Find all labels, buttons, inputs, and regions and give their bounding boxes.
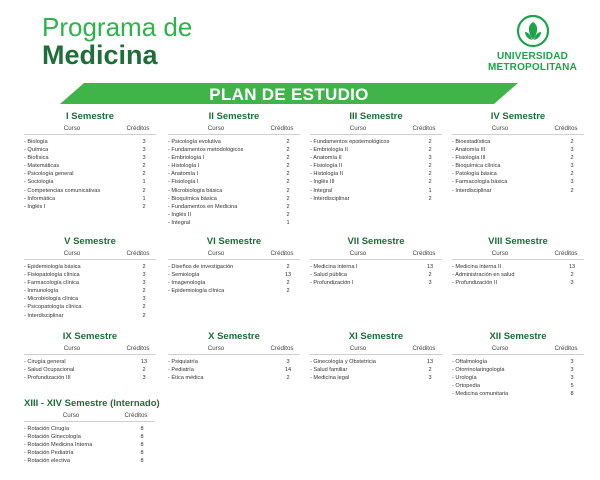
- course-row: [452, 170, 584, 178]
- course-credits: 1: [142, 179, 146, 186]
- course-list: [24, 263, 156, 320]
- course-credits: 13: [426, 264, 434, 270]
- course-name: - Embriología I: [168, 155, 205, 162]
- course-name: - Oftalmología: [452, 359, 488, 365]
- course-credits: 2: [286, 179, 290, 186]
- semester-block: [452, 331, 584, 398]
- course-credits: 13: [426, 359, 434, 365]
- course-row: [310, 263, 442, 271]
- course-row: [24, 263, 156, 271]
- course-row: [24, 146, 156, 154]
- course-row: [310, 178, 442, 186]
- course-name: - Otorrinolaringología: [452, 367, 505, 374]
- course-credits: 1: [286, 219, 290, 226]
- course-credits: 2: [142, 288, 146, 295]
- column-header-credits: Créditos: [124, 412, 148, 419]
- course-name: - Ginecología y Obstetricia: [310, 359, 376, 365]
- column-header-course: Curso: [63, 345, 81, 352]
- course-list: [452, 358, 584, 398]
- course-list: [168, 263, 300, 295]
- course-credits: 3: [142, 272, 146, 279]
- course-name: - Histología I: [168, 163, 200, 170]
- course-credits: 3: [570, 163, 574, 170]
- course-name: - Ética médica: [168, 375, 204, 382]
- course-row: [452, 271, 584, 279]
- course-name: - Fisiología I: [168, 179, 199, 186]
- course-row: [452, 154, 584, 162]
- course-credits: 3: [428, 280, 432, 287]
- course-list: [310, 263, 442, 287]
- course-row: [24, 138, 156, 146]
- course-name: - Medicina interna I: [310, 264, 358, 270]
- course-name: - Medicina comunitaria: [452, 391, 509, 398]
- course-name: - Biofísica: [24, 155, 49, 162]
- course-row: [24, 295, 156, 303]
- course-credits: 2: [142, 203, 146, 210]
- course-credits: 2: [286, 187, 290, 194]
- column-header-credits: Créditos: [126, 345, 150, 352]
- course-name: - Profundización III: [24, 375, 71, 382]
- semester-table-header: [310, 345, 442, 355]
- course-credits: 1: [142, 195, 146, 202]
- course-row: [24, 457, 154, 465]
- semester-block: [168, 236, 300, 295]
- course-credits: 2: [428, 272, 432, 279]
- course-name: - Embriología II: [310, 147, 348, 154]
- course-credits: 3: [570, 147, 574, 154]
- semester-title: V Semestre: [64, 236, 116, 247]
- course-row: [310, 138, 442, 146]
- course-credits: 2: [428, 195, 432, 202]
- course-row: [168, 279, 300, 287]
- course-credits: 2: [286, 280, 290, 287]
- course-credits: 3: [142, 147, 146, 154]
- course-row: [310, 162, 442, 170]
- semester-block: [452, 111, 584, 195]
- course-credits: 3: [570, 375, 574, 382]
- course-row: [310, 154, 442, 162]
- course-row: [452, 374, 584, 382]
- course-row: [24, 162, 156, 170]
- course-row: [452, 366, 584, 374]
- course-name: - Bioquímica clínica: [452, 163, 501, 170]
- course-row: [24, 170, 156, 178]
- course-name: - Rotación Cirugía: [24, 426, 70, 432]
- semester-table-header: [452, 125, 584, 135]
- course-credits: 3: [142, 375, 146, 382]
- program-title: Medicina: [42, 40, 158, 70]
- course-name: - Inglés III: [310, 179, 335, 186]
- course-name: - Fundamentos metodológicos: [168, 147, 244, 154]
- university-logo: [480, 14, 585, 73]
- course-list: [310, 358, 442, 382]
- course-name: - Psicología evolutiva: [168, 139, 221, 145]
- course-name: - Rotación Pediatría: [24, 450, 74, 457]
- course-name: - Fisiopatología clínica: [24, 272, 80, 279]
- semester-title: XIII - XIV Semestre (Internado): [24, 398, 160, 409]
- course-list: [24, 425, 154, 465]
- semester-title: IV Semestre: [490, 111, 546, 122]
- semester-title: IX Semestre: [62, 331, 118, 342]
- course-credits: 13: [568, 264, 576, 270]
- course-credits: 3: [570, 359, 574, 365]
- course-name: - Anatomía II: [310, 155, 342, 162]
- course-row: [24, 203, 156, 211]
- semester-table-header: [168, 125, 300, 135]
- column-header-course: Curso: [63, 250, 81, 257]
- course-row: [310, 358, 442, 366]
- leaf-circle-icon: [516, 14, 550, 48]
- course-row: [168, 187, 300, 195]
- course-credits: 3: [428, 375, 432, 382]
- course-name: - Integral: [168, 219, 191, 226]
- course-row: [24, 279, 156, 287]
- semester-block: [24, 331, 156, 382]
- course-credits: 2: [142, 264, 146, 270]
- course-row: [310, 187, 442, 195]
- course-name: - Urología: [452, 375, 477, 382]
- course-row: [452, 146, 584, 154]
- course-row: [168, 138, 300, 146]
- column-header-course: Curso: [349, 250, 367, 257]
- course-list: [452, 263, 584, 287]
- course-credits: 3: [142, 296, 146, 303]
- course-name: - Patología básica: [452, 171, 497, 178]
- course-name: - Fundamentos epistemológicos: [310, 139, 390, 145]
- semester-title: XII Semestre: [489, 331, 547, 342]
- course-credits: 2: [428, 179, 432, 186]
- semester-block: [310, 111, 442, 203]
- column-header-credits: Créditos: [270, 125, 294, 132]
- plan-banner: [60, 83, 518, 104]
- course-row: [24, 312, 156, 320]
- course-row: [168, 219, 300, 227]
- course-credits: 13: [140, 359, 148, 365]
- course-name: - Psicopatología clínica: [24, 304, 82, 311]
- course-row: [168, 146, 300, 154]
- course-name: - Anatomía III: [452, 147, 486, 154]
- column-header-course: Curso: [62, 412, 80, 419]
- course-credits: 3: [570, 367, 574, 374]
- course-name: - Salud familiar: [310, 367, 348, 374]
- course-credits: 2: [142, 312, 146, 319]
- course-credits: 2: [286, 163, 290, 170]
- course-credits: 3: [570, 179, 574, 186]
- course-credits: 8: [140, 426, 144, 432]
- course-row: [24, 366, 156, 374]
- course-name: - Interdisciplinar: [24, 312, 64, 319]
- course-credits: 2: [570, 272, 574, 279]
- course-name: - Epidemiología básica: [24, 264, 81, 270]
- course-credits: 2: [286, 195, 290, 202]
- column-header-course: Curso: [491, 250, 509, 257]
- course-credits: 2: [286, 288, 290, 295]
- course-name: - Salud Ocupacional: [24, 367, 75, 374]
- column-header-credits: Créditos: [412, 345, 436, 352]
- course-name: - Competencias comunicativas: [24, 187, 101, 194]
- course-row: [310, 366, 442, 374]
- logo-line-2: METROPOLITANA: [487, 62, 578, 73]
- course-name: - Inglés II: [168, 211, 192, 218]
- course-row: [310, 374, 442, 382]
- course-row: [24, 449, 154, 457]
- course-name: - Cirugía general: [24, 359, 66, 365]
- course-name: - Química: [24, 147, 49, 154]
- semester-block: [168, 111, 300, 227]
- course-name: - Imagenología: [168, 280, 206, 287]
- course-list: [168, 138, 300, 227]
- course-credits: 2: [286, 375, 290, 382]
- course-credits: 8: [140, 442, 144, 449]
- column-header-credits: Créditos: [554, 345, 578, 352]
- course-credits: 3: [286, 359, 290, 365]
- column-header-credits: Créditos: [412, 125, 436, 132]
- course-credits: 2: [142, 304, 146, 311]
- course-credits: 1: [428, 187, 432, 194]
- logo-line-1: UNIVERSIDAD: [496, 51, 569, 62]
- course-row: [452, 279, 584, 287]
- course-credits: 2: [286, 171, 290, 178]
- course-row: [452, 382, 584, 390]
- course-name: - Microbiología básica: [168, 187, 223, 194]
- semester-block: [168, 331, 300, 382]
- course-row: [452, 187, 584, 195]
- course-credits: 3: [570, 280, 574, 287]
- course-credits: 2: [428, 171, 432, 178]
- course-credits: 2: [142, 171, 146, 178]
- course-credits: 13: [284, 272, 292, 279]
- course-name: - Fisiología III: [452, 155, 486, 162]
- course-credits: 2: [428, 163, 432, 170]
- semester-table-header: [168, 250, 300, 260]
- course-credits: 3: [142, 139, 146, 145]
- course-credits: 2: [286, 155, 290, 162]
- course-row: [24, 271, 156, 279]
- course-name: - Integral: [310, 187, 333, 194]
- course-name: - Fundamentos en Medicina: [168, 203, 238, 210]
- course-row: [24, 433, 154, 441]
- course-row: [452, 390, 584, 398]
- course-credits: 2: [428, 147, 432, 154]
- course-name: - Psicología general: [24, 171, 74, 178]
- course-name: - Microbiología clínica: [24, 296, 79, 303]
- course-credits: 2: [286, 203, 290, 210]
- course-credits: 2: [570, 171, 574, 178]
- course-credits: 2: [142, 163, 146, 170]
- semester-table-header: [24, 250, 156, 260]
- course-name: - Bioestadística: [452, 139, 491, 145]
- course-row: [168, 154, 300, 162]
- semester-title: I Semestre: [65, 111, 115, 122]
- course-row: [168, 203, 300, 211]
- course-credits: 2: [570, 187, 574, 194]
- course-row: [452, 358, 584, 366]
- course-list: [310, 138, 442, 203]
- course-name: - Rotación Medicina Interna: [24, 442, 93, 449]
- semester-block: [452, 236, 584, 287]
- column-header-credits: Créditos: [126, 125, 150, 132]
- semester-block: [24, 398, 160, 465]
- column-header-credits: Créditos: [270, 345, 294, 352]
- course-row: [24, 178, 156, 186]
- course-credits: 2: [570, 155, 574, 162]
- course-name: - Pediatría: [168, 367, 194, 374]
- course-list: [452, 138, 584, 195]
- semester-table-header: [168, 345, 300, 355]
- course-credits: 2: [286, 264, 290, 270]
- course-row: [452, 263, 584, 271]
- course-row: [24, 154, 156, 162]
- course-credits: 2: [286, 147, 290, 154]
- course-credits: 14: [284, 367, 292, 374]
- course-row: [24, 358, 156, 366]
- course-row: [310, 271, 442, 279]
- course-name: - Epidemiología clínica: [168, 288, 225, 295]
- course-credits: 3: [142, 155, 146, 162]
- course-name: - Biología: [24, 139, 48, 145]
- course-row: [168, 263, 300, 271]
- semester-table-header: [452, 345, 584, 355]
- course-row: [24, 374, 156, 382]
- course-credits: 2: [286, 139, 290, 145]
- course-row: [24, 195, 156, 203]
- semester-title: X Semestre: [208, 331, 260, 342]
- semester-title: III Semestre: [349, 111, 403, 122]
- course-credits: 8: [140, 450, 144, 457]
- plan-banner-title: PLAN DE ESTUDIO: [209, 85, 369, 104]
- course-credits: 2: [428, 367, 432, 374]
- course-credits: 5: [570, 383, 574, 390]
- course-credits: 8: [140, 458, 144, 465]
- course-name: - Farmacología clínica: [24, 280, 80, 287]
- semester-title: VIII Semestre: [488, 236, 548, 247]
- course-row: [168, 211, 300, 219]
- semester-table-header: [310, 250, 442, 260]
- course-name: - Matemáticas: [24, 163, 60, 170]
- course-row: [168, 366, 300, 374]
- course-row: [310, 170, 442, 178]
- course-name: - Profundización I: [310, 280, 354, 287]
- course-row: [452, 162, 584, 170]
- course-credits: 3: [142, 280, 146, 287]
- course-list: [24, 358, 156, 382]
- course-row: [168, 287, 300, 295]
- column-header-credits: Créditos: [270, 250, 294, 257]
- course-row: [24, 187, 156, 195]
- column-header-course: Curso: [491, 345, 509, 352]
- course-name: - Medicina legal: [310, 375, 350, 382]
- column-header-course: Curso: [207, 250, 225, 257]
- course-name: - Profundización II: [452, 280, 498, 287]
- course-credits: 8: [570, 391, 574, 398]
- course-name: - Inglés I: [24, 203, 46, 210]
- column-header-credits: Créditos: [126, 250, 150, 257]
- course-name: - Rotación Ginecología: [24, 434, 81, 441]
- course-row: [168, 358, 300, 366]
- semester-table-header: [24, 345, 156, 355]
- course-row: [452, 138, 584, 146]
- course-credits: 2: [570, 139, 574, 145]
- column-header-course: Curso: [349, 125, 367, 132]
- course-row: [168, 162, 300, 170]
- course-name: - Inmunología: [24, 288, 59, 295]
- semester-block: [24, 236, 156, 320]
- column-header-course: Curso: [207, 345, 225, 352]
- course-row: [168, 271, 300, 279]
- course-name: - Psiquiatría: [168, 359, 198, 365]
- semester-title: VII Semestre: [347, 236, 405, 247]
- semester-table-header: [310, 125, 442, 135]
- course-name: - Medicina interna II: [452, 264, 502, 270]
- column-header-course: Curso: [349, 345, 367, 352]
- course-name: - Salud pública: [310, 272, 348, 279]
- course-row: [24, 425, 154, 433]
- course-row: [310, 146, 442, 154]
- column-header-course: Curso: [491, 125, 509, 132]
- semester-title: II Semestre: [208, 111, 260, 122]
- semester-block: [24, 111, 156, 211]
- course-row: [168, 374, 300, 382]
- column-header-credits: Créditos: [412, 250, 436, 257]
- course-name: - Farmacología básica: [452, 179, 508, 186]
- column-header-course: Curso: [63, 125, 81, 132]
- course-name: - Sociología: [24, 179, 54, 186]
- semester-block: [310, 331, 442, 382]
- course-name: - Interdisciplinar: [452, 187, 492, 194]
- course-row: [168, 178, 300, 186]
- semester-block: [310, 236, 442, 287]
- semester-table-header: [452, 250, 584, 260]
- course-name: - Administración en salud: [452, 272, 515, 279]
- course-name: - Semiología: [168, 272, 200, 279]
- course-name: - Diseños de investigación: [168, 264, 234, 270]
- course-list: [24, 138, 156, 211]
- course-row: [310, 279, 442, 287]
- course-credits: 2: [142, 187, 146, 194]
- column-header-credits: Créditos: [554, 250, 578, 257]
- course-row: [310, 195, 442, 203]
- course-credits: 2: [286, 211, 290, 218]
- course-name: - Rotación electiva: [24, 458, 71, 465]
- course-name: - Fisiología II: [310, 163, 343, 170]
- course-name: - Ortopedia: [452, 383, 480, 390]
- semester-title: VI Semestre: [206, 236, 262, 247]
- course-name: - Bioquímica básica: [168, 195, 217, 202]
- course-name: - Anatomía I: [168, 171, 199, 178]
- semester-table-header: [24, 412, 154, 422]
- course-credits: 8: [140, 434, 144, 441]
- course-name: - Histología II: [310, 171, 343, 178]
- course-row: [168, 195, 300, 203]
- course-row: [24, 287, 156, 295]
- semester-title: XI Semestre: [348, 331, 404, 342]
- course-credits: 2: [428, 139, 432, 145]
- course-credits: 3: [428, 155, 432, 162]
- course-row: [24, 441, 154, 449]
- column-header-credits: Créditos: [554, 125, 578, 132]
- column-header-course: Curso: [207, 125, 225, 132]
- course-name: - Interdisciplinar: [310, 195, 350, 202]
- semester-table-header: [24, 125, 156, 135]
- course-list: [168, 358, 300, 382]
- course-row: [452, 178, 584, 186]
- course-row: [24, 303, 156, 311]
- course-credits: 2: [142, 367, 146, 374]
- course-row: [168, 170, 300, 178]
- course-name: - Informática: [24, 195, 56, 202]
- program-label: Programa de: [42, 12, 193, 42]
